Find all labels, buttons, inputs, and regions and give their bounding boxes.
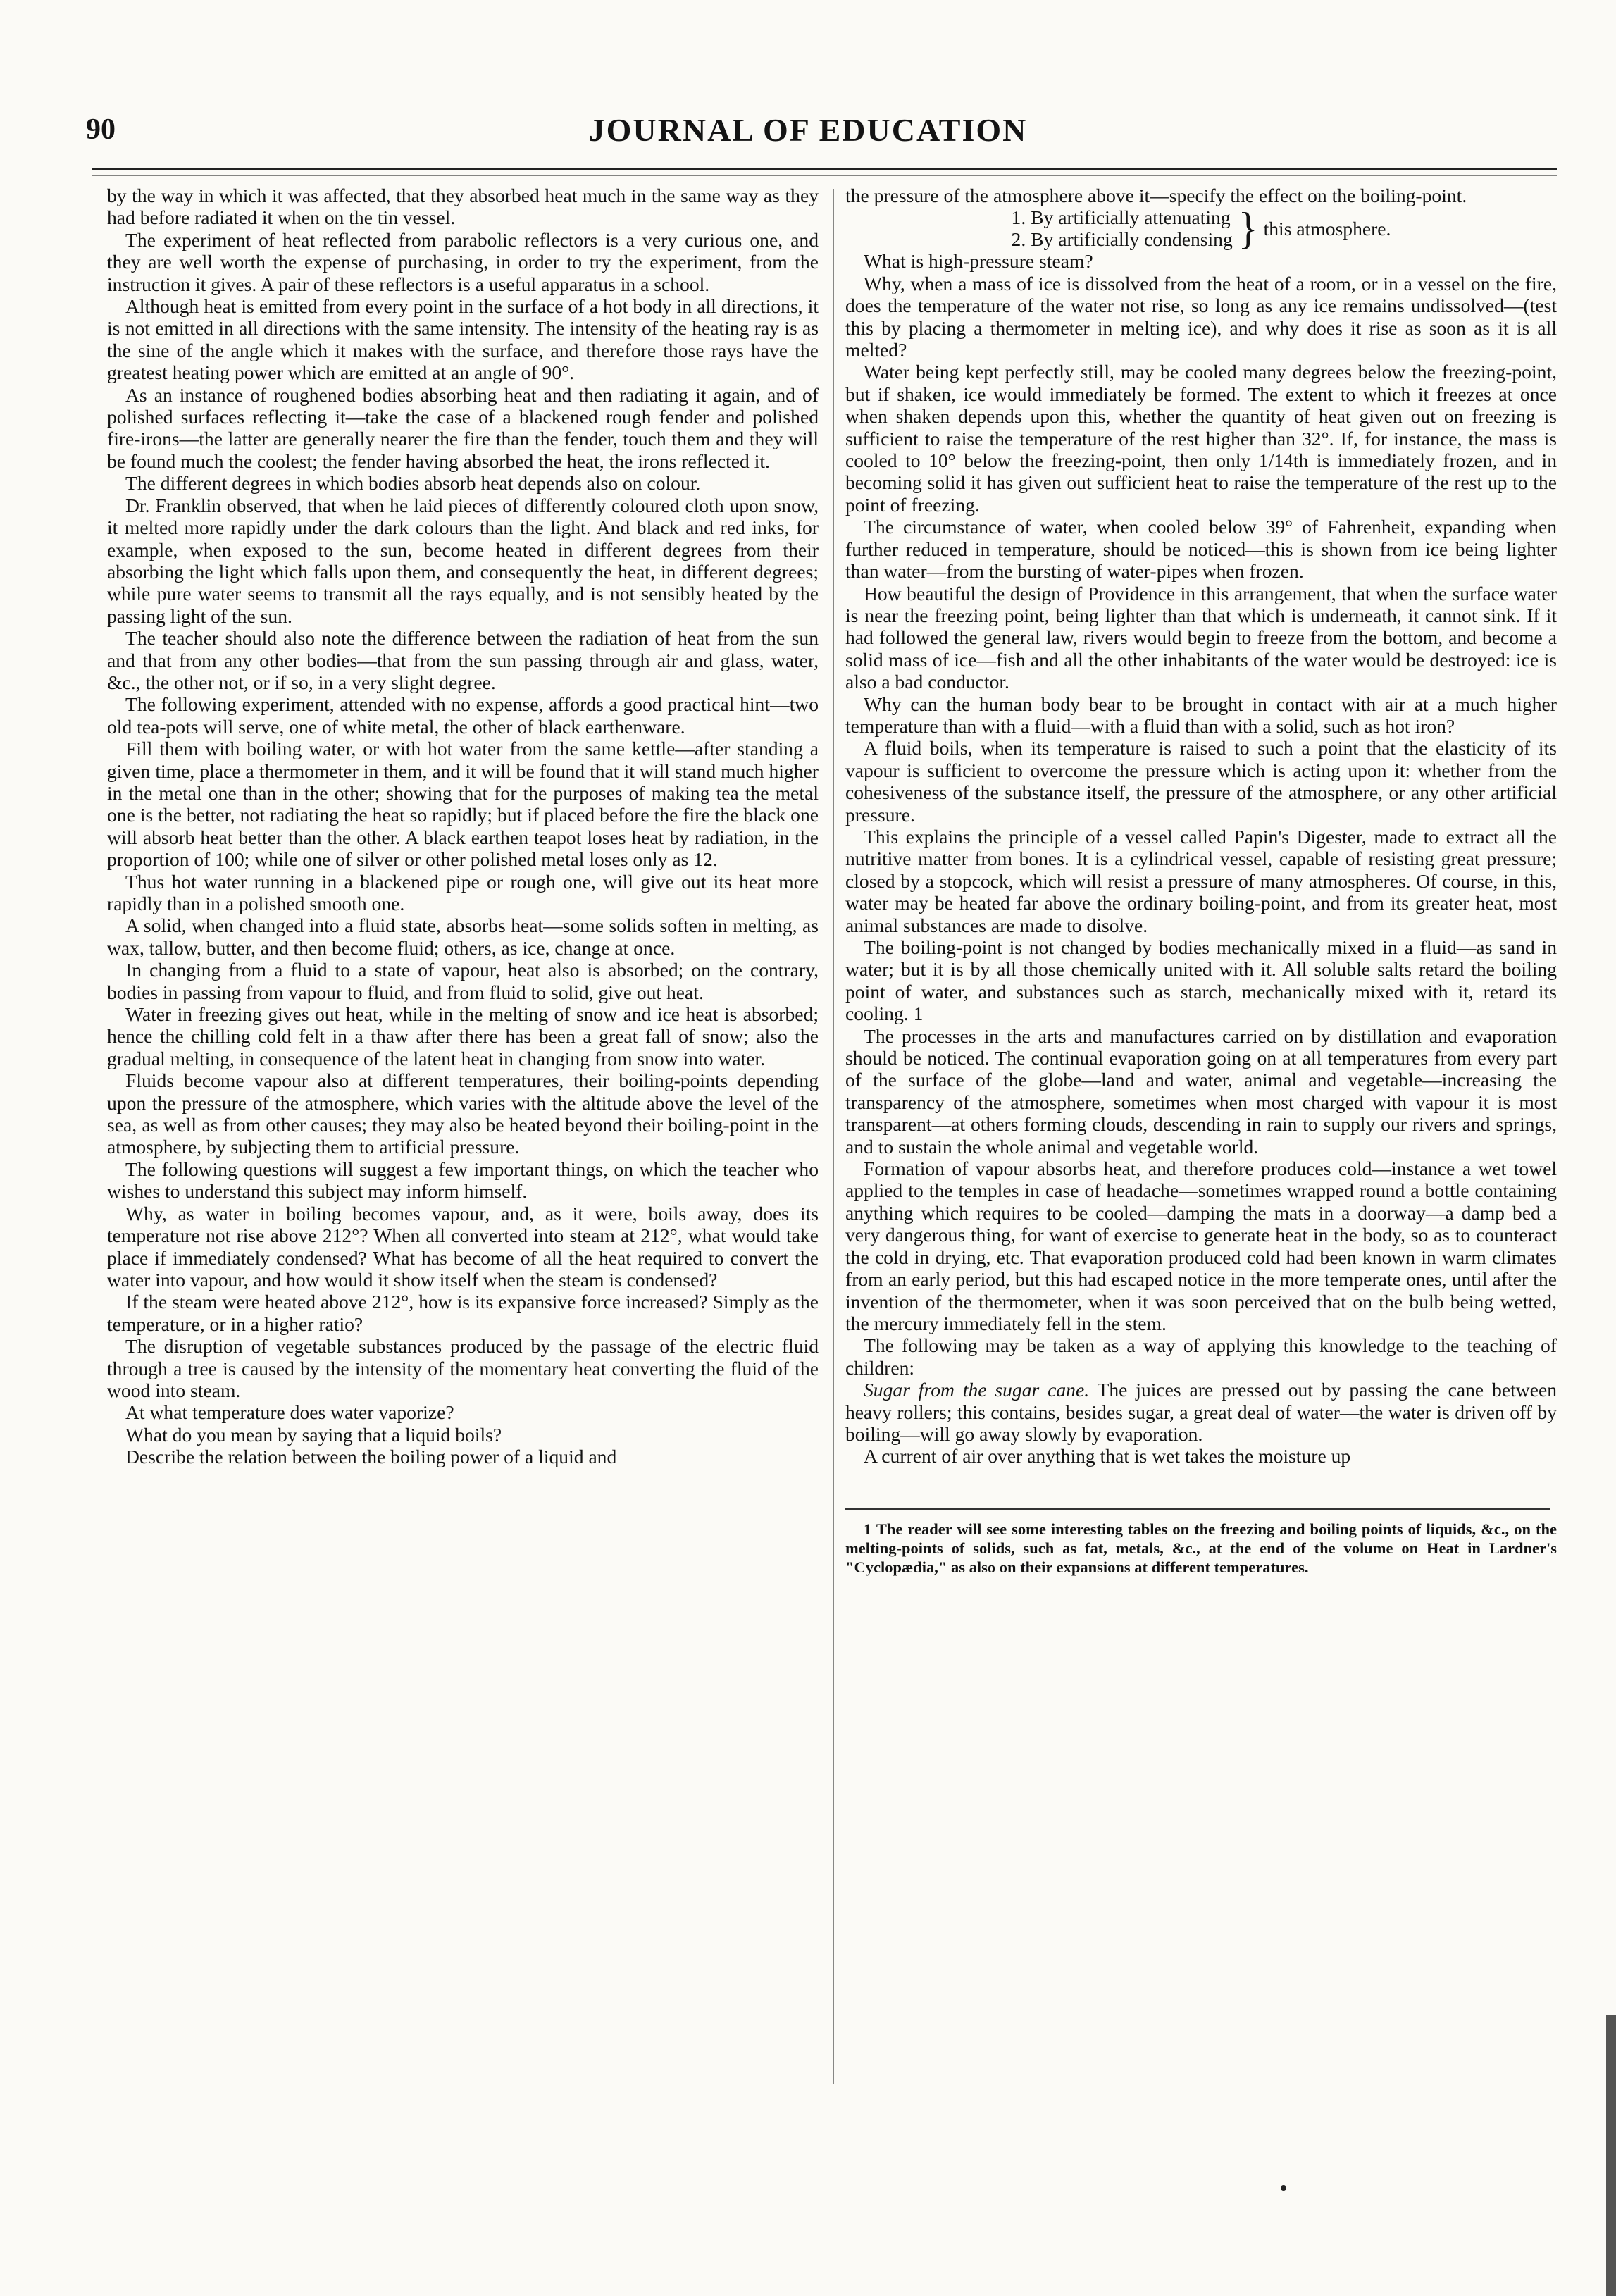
page-number: 90 [86, 113, 116, 146]
left-paragraph: At what temperature does water vaporize? [125, 1401, 454, 1424]
right-paragraph: What is high-pressure steam? [864, 250, 1093, 273]
brace-glyph: } [1238, 203, 1258, 254]
sugar-text: The juices are pressed out by passing the cane between heavy rollers; this contains, besides sugar, a great deal of water—the water is driven off by boiling—will go away slowly by evaporation. [845, 1379, 1557, 1445]
right-paragraph: The circumstance of water, when cooled below 39° of Fahrenheit, expanding when further reduced in temperature, should be noticed—this is shown from ice being lighter than water—from the bursting of water-pipes when frozen. [845, 516, 1557, 583]
left-paragraph: The teacher should also note the difference between the radiation of heat from the sun and that from any other bodies—that from the sun passing through air and glass, water, &c., the other not, or if so, in a very slight degree. [107, 627, 819, 693]
column-divider [833, 189, 834, 2084]
left-paragraph: Water in freezing gives out heat, while in the melting of snow and ice heat is absorbed; hence the chilling cold felt in a thaw after there has been a great fall of snow; also the gradual melting, in consequence of the latent heat in changing from snow into water. [107, 1003, 819, 1069]
left-paragraph: A solid, when changed into a fluid state, absorbs heat—some solids soften in melting, as wax, tallow, butter, and then become fluid; others, as ice, change at once. [107, 914, 819, 959]
header-rule [92, 168, 1557, 170]
left-paragraph: The disruption of vegetable substances produced by the passage of the electric fluid through a tree is caused by the intensity of the momentary heat converting the fluid of the wood into steam. [107, 1335, 819, 1401]
right-paragraph: The processes in the arts and manufactures carried on by distillation and evaporation should be noticed. The continual evaporation going on at all temperatures from every part of the surface of the globe—land and water, animal and vegetable—increasing the transparency of the atmosphere, sometimes when most charged with vapour it is most transparent—at others forming clouds, descending in rain to supply our rivers and springs, and to sustain the whole animal and vegetable world. [845, 1024, 1557, 1158]
brace-lines [1012, 206, 1233, 250]
right-column-paragraphs [845, 250, 1557, 1379]
right-column-intro: the pressure of the atmosphere above it—specify the effect on the boiling-point. [845, 185, 1467, 206]
footnote-rule [845, 1508, 1550, 1510]
footnote: 1 The reader will see some interesting tables on the freezing and boiling points of liquids, &c., on the melting-points of solids, such as fat, metals, &c., at the end of the volume on Heat in Lardner's "Cyclopædia," as also on their expansions at different temperatures. [845, 1520, 1557, 1576]
ink-dot [1281, 2185, 1286, 2191]
left-paragraph: The following questions will suggest a few important things, on which the teacher who wishes to understand this subject may inform himself. [107, 1158, 819, 1203]
left-paragraph: As an instance of roughened bodies absorbing heat and then radiating it again, and of polished surfaces reflecting it—take the case of a blackened rough fender and polished fire-irons—the latter are generally nearer the fire than the fender, touch them and they will be found much the coolest; the fender having absorbed the heat, the irons reflected it. [107, 383, 819, 472]
brace-label: this atmosphere. [1263, 217, 1391, 240]
left-column [107, 185, 819, 1468]
brace-group [845, 203, 1557, 254]
left-paragraph: by the way in which it was affected, that they absorbed heat much in the same way as they had before radiated it when on the tin vessel. [107, 185, 819, 229]
left-paragraph: Why, as water in boiling becomes vapour, and, as it were, boils away, does its temperature not rise above 212°? When all converted into steam at 212°, what would take place if immediately condensed? What has become of all the heat required to convert the water into vapour, and how would it show itself when the steam is condensed? [107, 1202, 819, 1291]
left-paragraph: Thus hot water running in a blackened pipe or rough one, will give out its heat more rapidly than in a polished smooth one. [107, 870, 819, 914]
running-title: JOURNAL OF EDUCATION [588, 112, 1028, 148]
right-column [845, 185, 1557, 1577]
page-edge-shadow [1606, 2015, 1616, 2296]
left-paragraph: In changing from a fluid to a state of vapour, heat also is absorbed; on the contrary, bodies in passing from vapour to fluid, and from fluid to solid, give out heat. [107, 959, 819, 1003]
left-paragraph: Fill them with boiling water, or with hot water from the same kettle—after standing a given time, place a thermometer in them, and it will be found that it will stand much higher in the metal one than in the other; showing that for the purposes of making tea the metal one is the better, not radiating the heat so rapidly; but if placed before the fire the black one will absorb heat better than the other. A black earthen teapot loses heat by radiation, in the proportion of 100; while one of silver or other polished metal loses only as 12. [107, 738, 819, 871]
left-paragraph: Although heat is emitted from every point in the surface of a hot body in all directions, it is not emitted in all directions with the same intensity. The intensity of the heating ray is as the sine of the angle which it makes with the surface, and therefore those rays have the greatest heating power which are emitted at an angle of 90°. [107, 295, 819, 384]
right-paragraph: A fluid boils, when its temperature is raised to such a point that the elasticity of its vapour is sufficient to overcome the pressure which is acting upon it: whether from the cohesiveness of the substance itself, the pressure of the atmosphere, or any other artificial pressure. [845, 737, 1557, 826]
right-paragraph: Formation of vapour absorbs heat, and therefore produces cold—instance a wet towel applied to the temples in case of headache—sometimes wrapped round a bottle containing anything which requires to be cooled—damping the mats in a doorway—a damp bed a very dangerous thing, for want of exercise to generate heat in the body, so as to counteract the cold in drying, etc. That evaporation produced cold had been known in warm climates from an early period, but this had escaped notice in the more temperate ones, until after the invention of the thermometer, when it was soon perceived that on the bulb being wetted, the mercury immediately fell in the stem. [845, 1158, 1557, 1334]
right-paragraph: Water being kept perfectly still, may be cooled many degrees below the freezing-point, but if shaken, ice would immediately be formed. The extent to which it freezes at once when shaken depends upon this, whether the quantity of heat given out on freezing is sufficient to raise the temperature of the rest higher than 32°. If, for instance, the mass is cooled to 10° below the freezing-point, then only 1/14th is immediately frozen, and in becoming solid it has given out sufficient heat to raise the temperature of the rest up to the point of freezing. [845, 361, 1557, 516]
left-paragraph: What do you mean by saying that a liquid boils? [125, 1423, 502, 1446]
header-rule-secondary [92, 175, 1557, 176]
right-paragraph: The boiling-point is not changed by bodies mechanically mixed in a fluid—as sand in water; but it is by all those chemically united with it. All soluble salts retard the boiling point of water, and substances such as starch, mechanically mixed with it, retard its cooling. 1 [845, 936, 1557, 1025]
sugar-paragraph [845, 1379, 1557, 1445]
left-paragraph: Dr. Franklin observed, that when he laid pieces of differently coloured cloth upon snow, it melted more rapidly under the dark colours than the light. And black and red inks, for example, when exposed to the sun, become heated in different degrees from their absorbing the light which falls upon them, and consequently the heat, in different degrees; while pure water seems to transmit all the rays equally, and is not sensibly heated by the passing light of the sun. [107, 494, 819, 627]
right-paragraph: The following may be taken as a way of applying this knowledge to the teaching of children: [845, 1334, 1557, 1379]
sugar-heading: Sugar from the sugar cane. [864, 1379, 1090, 1401]
left-paragraph: The experiment of heat reflected from parabolic reflectors is a very curious one, and they are well worth the expense of purchasing, in order to try the experiment, from the instruction it gives. A pair of these reflectors is a useful apparatus in a school. [107, 228, 819, 295]
left-paragraph: The different degrees in which bodies absorb heat depends also on colour. [125, 472, 701, 495]
right-paragraph: Why, when a mass of ice is dissolved from the heat of a room, or in a vessel on the fire, does the temperature of the water not rise, so long as any ice remains undissolved—(test this by placing a thermometer in melting ice), and why does it rise as soon as it is all melted? [845, 272, 1557, 361]
brace-line-2: 2. By artificially condensing [1011, 228, 1233, 251]
last-paragraph: A current of air over anything that is wet takes the moisture up [864, 1445, 1351, 1467]
left-paragraph: The following experiment, attended with no expense, affords a good practical hint—two old tea-pots will serve, one of white metal, the other of black earthenware. [107, 693, 819, 738]
left-paragraph: Describe the relation between the boiling power of a liquid and [125, 1446, 617, 1468]
right-paragraph: This explains the principle of a vessel called Papin's Digester, made to extract all the nutritive matter from bones. It is a cylindrical vessel, capable of resisting great pressure; closed by a stopcock, which will resist a pressure of many atmospheres. Of course, in this, water may be heated far above the ordinary boiling-point, and from its greater heat, most animal substances are made to disolve. [845, 825, 1557, 936]
right-paragraph: How beautiful the design of Providence in this arrangement, that when the surface water is near the freezing point, being lighter than that which is underneath, it cannot sink. If it had followed the general law, rivers would begin to freeze from the bottom, and become a solid mass of ice—fish and all the other inhabitants of the water would be destroyed: ice is also a bad conductor. [845, 582, 1557, 693]
left-paragraph: If the steam were heated above 212°, how is its expansive force increased? Simply as the temperature, or in a higher ratio? [107, 1291, 819, 1335]
brace-line-1: 1. By artificially attenuating [1011, 206, 1231, 229]
left-paragraph: Fluids become vapour also at different temperatures, their boiling-points depending upon the pressure of the atmosphere, which varies with the altitude above the level of the sea, as well as from other causes; they may also be heated beyond their boiling-point in the atmosphere, by subjecting them to artificial pressure. [107, 1069, 819, 1158]
right-paragraph: Why can the human body bear to be brought in contact with air at a much higher temperature than with a fluid—with a fluid than with a solid, such as hot iron? [845, 693, 1557, 737]
